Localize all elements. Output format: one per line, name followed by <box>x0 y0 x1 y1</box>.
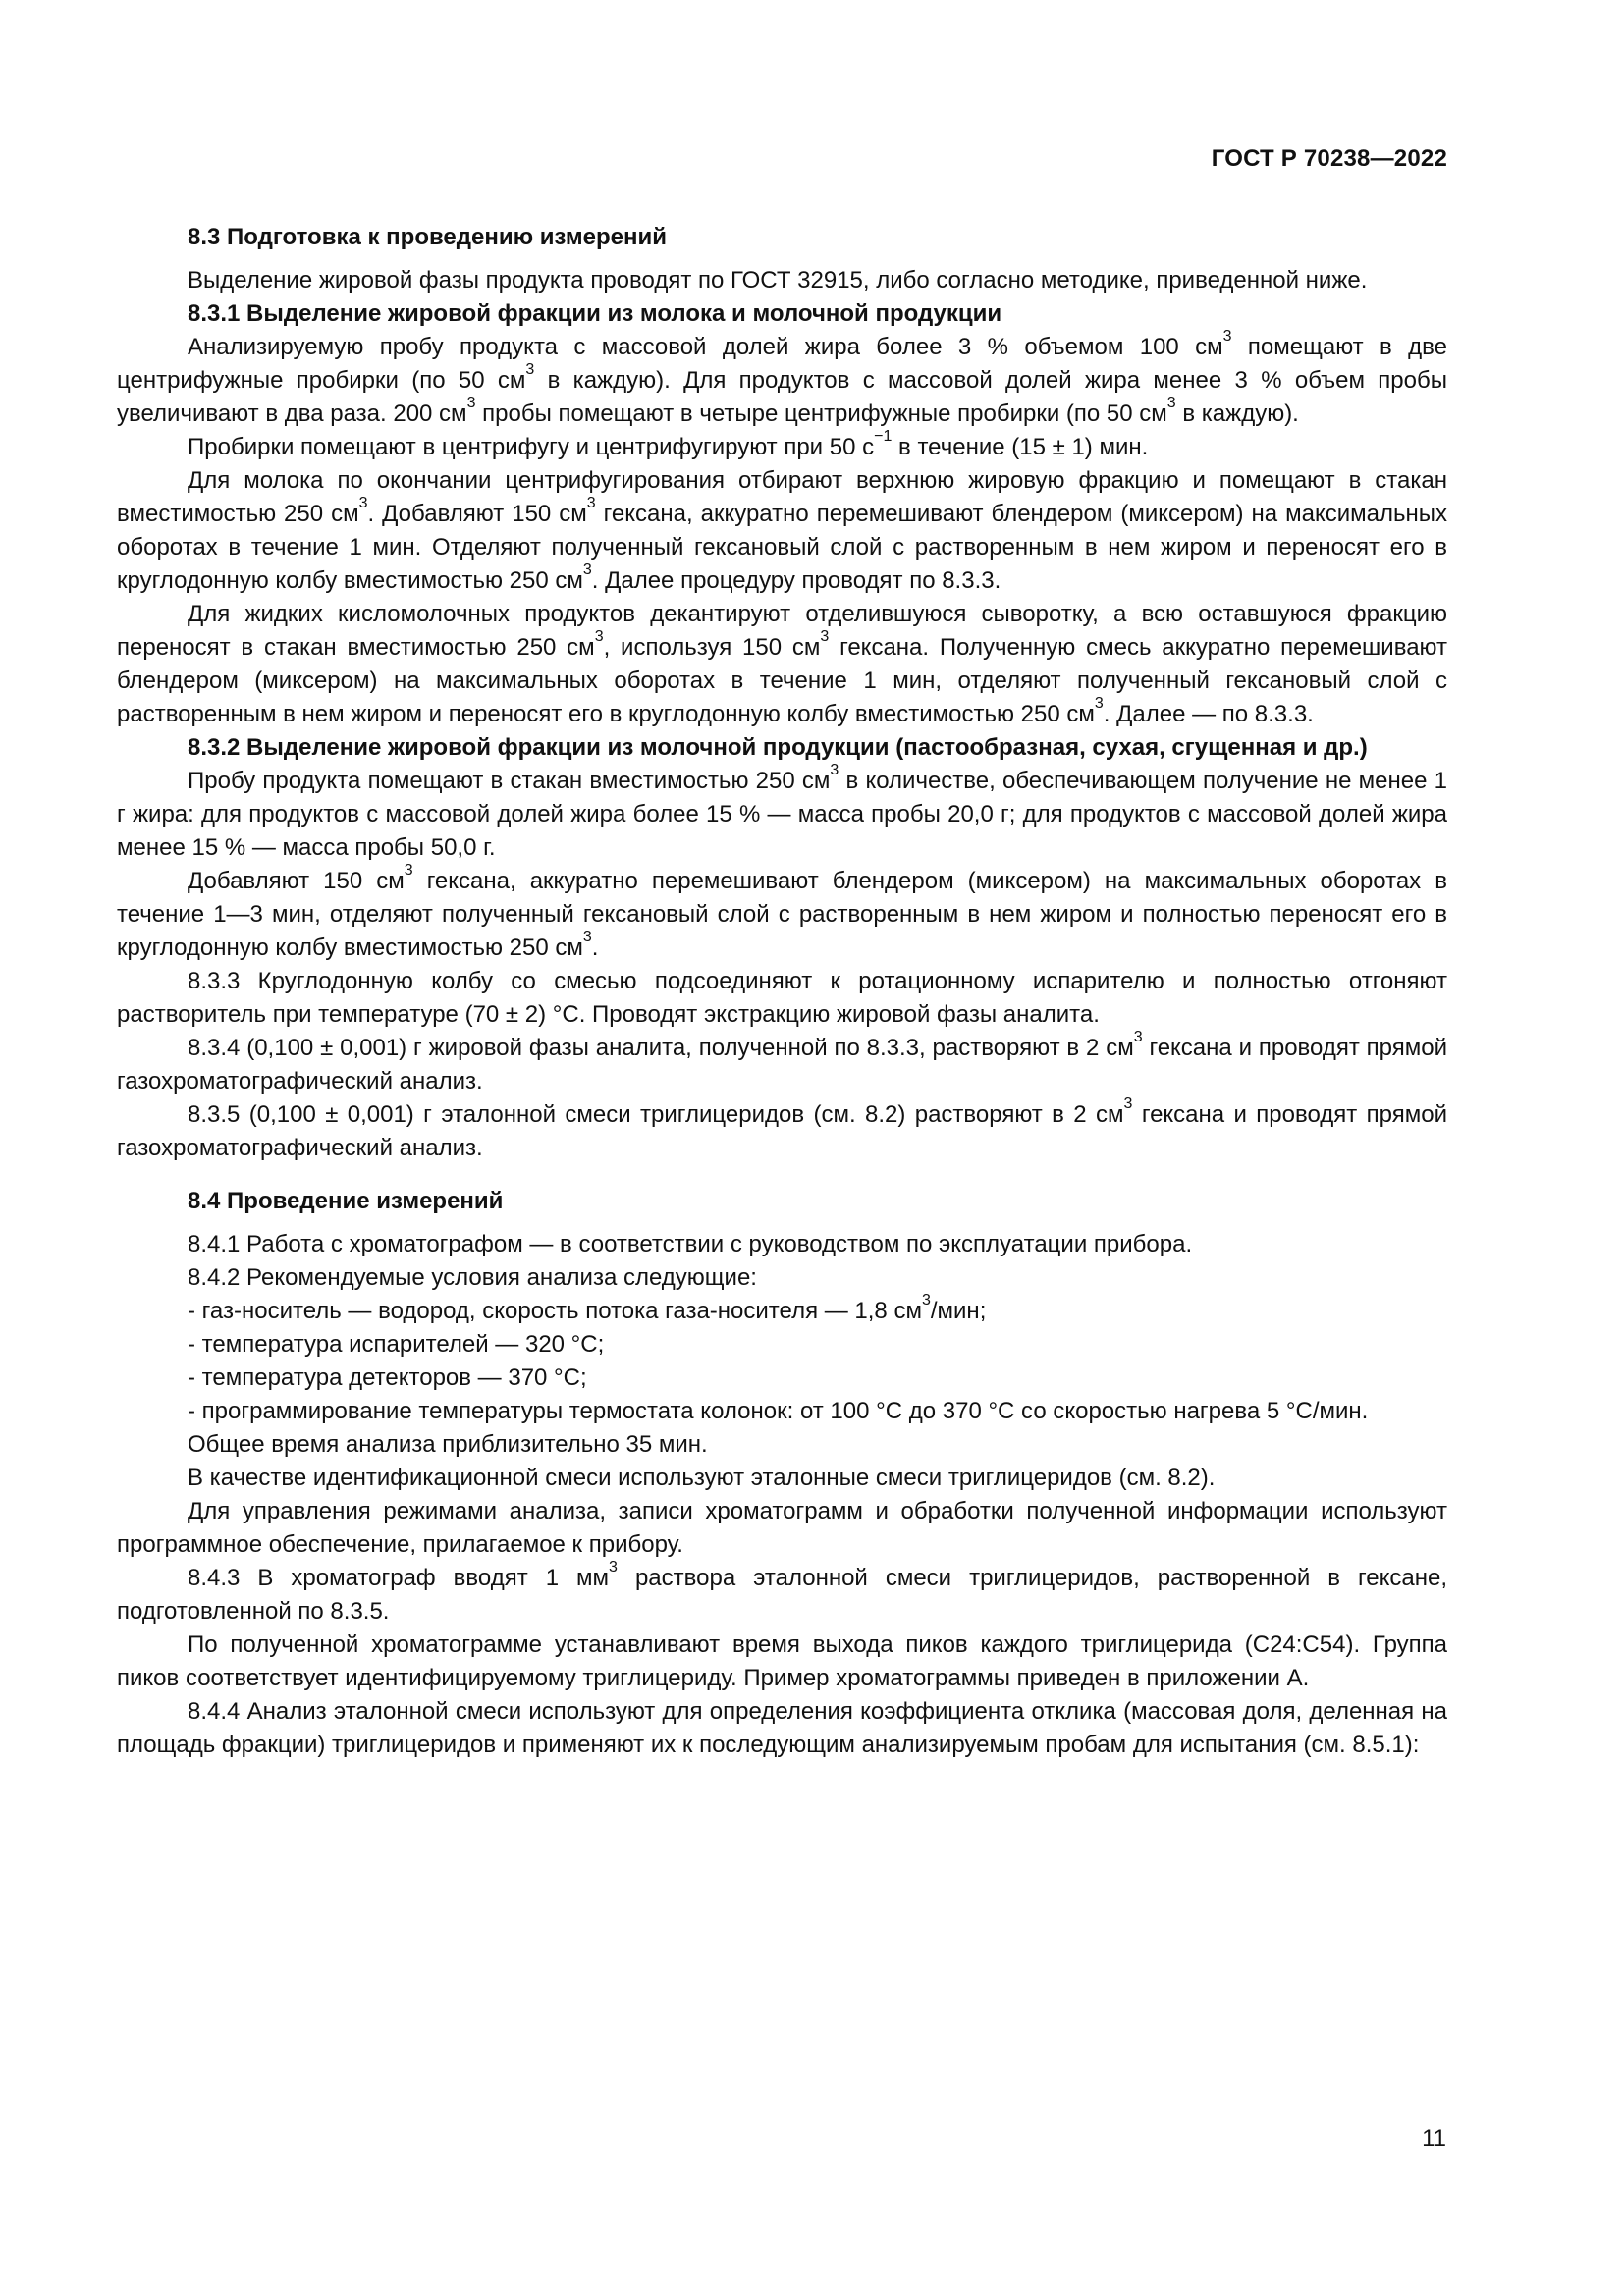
paragraph-8-3-2-sample: Пробу продукта помещают в стакан вместимостью 250 $см^3$ в количестве, обеспечивающем получение не менее 1 г жира: для продуктов с массовой долей жира более 15 % — масса пробы 20,0 г; для продуктов с массовой долей жира менее 15 % — масса пробы 50,0 г. <box>117 762 1447 861</box>
section-8-4-heading: 8.4 Проведение измерений <box>188 1188 504 1214</box>
paragraph-software: Для управления режимами анализа, записи хроматограмм и обработки полученной информации используют программное обеспечение, прилагаемое к прибору. <box>117 1498 1447 1558</box>
list-item-carrier-gas: - газ-носитель — водород, скорость потока газа-носителя — 1,8 $см^3$/мин; <box>188 1292 987 1324</box>
list-item-detector-temp: - температура детекторов — 370 °С; <box>188 1364 587 1391</box>
section-8-3-heading: 8.3 Подготовка к проведению измерений <box>188 224 667 250</box>
paragraph-8-4-1: 8.4.1 Работа с хроматографом — в соответствии с руководством по эксплуатации прибора. <box>188 1231 1193 1257</box>
paragraph-8-3-1-centrifuge: Пробирки помещают в центрифугу и центрифугируют при 50 $с^{-1}$ в течение (15 ± 1) мин. <box>188 428 1149 460</box>
paragraph-chromatogram: По полученной хроматограмме устанавливают время выхода пиков каждого триглицерида (С24:С54). Группа пиков соответствует идентифицируемому триглицериду. Пример хроматограммы приведен в приложении А. <box>117 1631 1447 1691</box>
paragraph-identification-mix: В качестве идентификационной смеси используют эталонные смеси триглицеридов (см. 8.2). <box>188 1465 1216 1491</box>
paragraph-8-3-intro: Выделение жировой фазы продукта проводят по ГОСТ 32915, либо согласно методике, приведенной ниже. <box>188 267 1368 294</box>
document-header: ГОСТ Р 70238—2022 <box>1211 145 1447 172</box>
paragraph-8-3-1-milk: Для молока по окончании центрифугирования отбирают верхнюю жировую фракцию и помещают в стакан вместимостью 250 $см^3$. Добавляют 150 $см^3$ гексана, аккуратно перемешивают блендером (миксером) на максимальных оборотах в течение 1 мин. Отделяют полученный гексановый слой с растворенным в нем жиром и переносят его в круглодонную колбу вместимостью 250 $см^3$. Далее процедуру проводят по 8.3.3. <box>117 467 1448 594</box>
paragraph-8-3-1-sample: Анализируемую пробу продукта с массовой долей жира более 3 % объемом 100 $см^3$ помещают в две центрифужные пробирки (по 50 $см^3$ в каждую). Для продуктов с массовой долей жира менее 3 % объем пробы увеличивают в два раза. 200 $см^3$ пробы помещают в четыре центрифужные пробирки (по 50 $см^3$ в каждую). <box>117 328 1447 427</box>
paragraph-8-3-5: 8.3.5 (0,100 ± 0,001) г эталонной смеси триглицеридов (см. 8.2) растворяют в 2 $см^3$ гексана и проводят прямой газохроматографический анализ. <box>117 1095 1447 1161</box>
paragraph-8-3-2-hexane: Добавляют 150 $см^3$ гексана, аккуратно перемешивают блендером (миксером) на максимальных оборотах в течение 1—3 мин, отделяют полученный гексановый слой с растворенным в нем жиром и полностью переносят его в круглодонную колбу вместимостью 250 $см^3$. <box>117 862 1447 961</box>
paragraph-8-3-3: 8.3.3 Круглодонную колбу со смесью подсоединяют к ротационному испарителю и полностью отгоняют растворитель при температуре (70 ± 2) °С. Проводят экстракцию жировой фазы аналита. <box>117 968 1447 1028</box>
paragraph-8-3-1-fermented: Для жидких кисломолочных продуктов декантируют отделившуюся сыворотку, а всю оставшуюся фракцию переносят в стакан вместимостью 250 $см^3$, используя 150 $см^3$ гексана. Полученную смесь аккуратно перемешивают блендером (миксером) на максимальных оборотах в течение 1 мин, отделяют полученный гексановый слой с растворенным в нем жиром и переносят его в круглодонную колбу вместимостью 250 $см^3$. Далее — по 8.3.3. <box>117 601 1448 727</box>
page-number: 11 <box>1422 2125 1446 2152</box>
paragraph-8-4-2: 8.4.2 Рекомендуемые условия анализа следующие: <box>188 1264 757 1291</box>
paragraph-8-3-4: 8.3.4 (0,100 ± 0,001) г жировой фазы аналита, полученной по 8.3.3, растворяют в 2 $см^3$ гексана и проводят прямой газохроматографический анализ. <box>117 1029 1447 1095</box>
list-item-temp-program: - программирование температуры термостата колонок: от 100 °С до 370 °С со скоростью нагрева 5 °С/мин. <box>188 1398 1369 1424</box>
document-body <box>117 221 1447 1762</box>
subsection-8-3-2-title: 8.3.2 Выделение жировой фракции из молочной продукции (пастообразная, сухая, сгущенная и др.) <box>188 734 1368 761</box>
list-item-evaporator-temp: - температура испарителей — 320 °С; <box>188 1331 605 1358</box>
subsection-8-3-1-title: 8.3.1 Выделение жировой фракции из молока и молочной продукции <box>188 300 1002 327</box>
paragraph-8-4-3: 8.4.3 В хроматограф вводят 1 $мм^3$ раствора эталонной смеси триглицеридов, растворенной в гексане, подготовленной по 8.3.5. <box>117 1559 1447 1625</box>
paragraph-8-4-4: 8.4.4 Анализ эталонной смеси используют для определения коэффициента отклика (массовая доля, деленная на площадь фракции) триглицеридов и применяют их к последующим анализируемым пробам для испытания (см. 8.5.1): <box>117 1698 1447 1758</box>
paragraph-analysis-time: Общее время анализа приблизительно 35 мин. <box>188 1431 708 1458</box>
